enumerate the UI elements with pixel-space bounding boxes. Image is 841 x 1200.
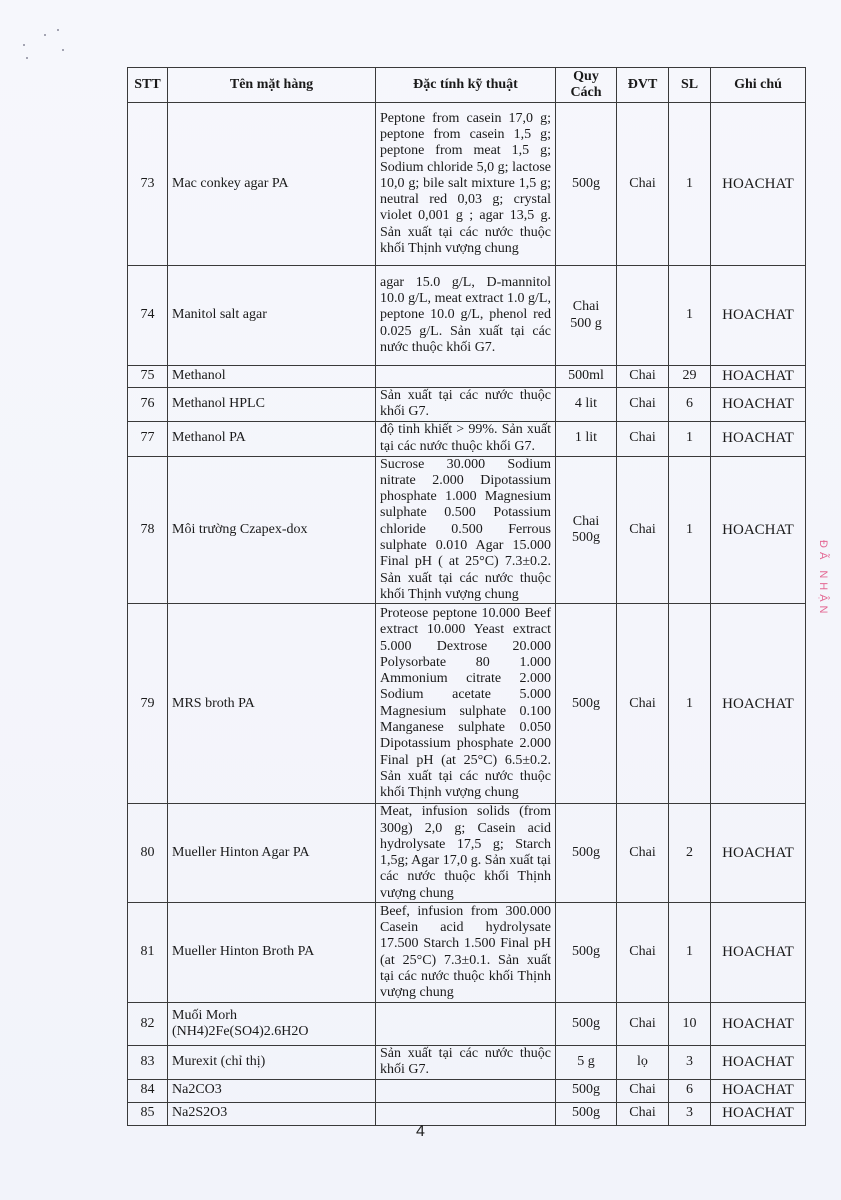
cell-stt: 79: [128, 604, 168, 804]
cell-note: HOACHAT: [711, 1046, 806, 1080]
cell-note: HOACHAT: [711, 366, 806, 388]
cell-unit: Chai: [617, 1003, 669, 1046]
cell-unit: Chai: [617, 804, 669, 903]
cell-qty: 29: [669, 366, 711, 388]
cell-name: Na2CO3: [168, 1079, 376, 1102]
table-row: [128, 266, 806, 366]
stamp-fragment: [814, 478, 832, 560]
cell-stt: 78: [128, 456, 168, 604]
stamp-fragment-text: [812, 540, 834, 558]
cell-unit: lọ: [617, 1046, 669, 1080]
cell-unit: [617, 266, 669, 366]
cell-packing: 500g: [556, 903, 617, 1003]
cell-name: [168, 1003, 376, 1046]
cell-spec: [376, 1079, 556, 1102]
cell-stt: 80: [128, 804, 168, 903]
items-table: [127, 67, 806, 1126]
cell-stt: 85: [128, 1102, 168, 1125]
header-stt: STT: [128, 68, 168, 103]
cell-qty: 3: [669, 1102, 711, 1125]
cell-stt: 83: [128, 1046, 168, 1080]
cell-qty: 6: [669, 1079, 711, 1102]
header-name: Tên mặt hàng: [168, 68, 376, 103]
cell-unit: Chai: [617, 1079, 669, 1102]
cell-qty: 2: [669, 804, 711, 903]
table-row: [128, 388, 806, 422]
cell-qty: 10: [669, 1003, 711, 1046]
cell-packing: 500g: [556, 604, 617, 804]
cell-name: Manitol salt agar: [168, 266, 376, 366]
cell-unit: Chai: [617, 388, 669, 422]
header-packing: Quy Cách: [556, 68, 617, 103]
header-note: Ghi chú: [711, 68, 806, 103]
cell-note: HOACHAT: [711, 804, 806, 903]
cell-packing: 500g: [556, 1079, 617, 1102]
table-header-row: [128, 68, 806, 103]
table-row: [128, 1102, 806, 1125]
cell-name: Mueller Hinton Agar PA: [168, 804, 376, 903]
cell-name: Methanol: [168, 366, 376, 388]
cell-spec: [376, 1003, 556, 1046]
cell-spec: Meat, infusion solids (from 300g) 2,0 g; Casein acid hydrolysate 17,5 g; Starch 1,5g; Agar 17,0 g. Sản xuất tại các nước thuộc khối Thịnh vượng chung: [376, 804, 556, 903]
cell-note: HOACHAT: [711, 388, 806, 422]
header-unit: ĐVT: [617, 68, 669, 103]
cell-name: Môi trường Czapex-dox: [168, 456, 376, 604]
cell-stt: 84: [128, 1079, 168, 1102]
cell-stt: 75: [128, 366, 168, 388]
page-number: 4: [416, 1123, 425, 1140]
cell-note: HOACHAT: [711, 456, 806, 604]
cell-note: HOACHAT: [711, 604, 806, 804]
cell-stt: 74: [128, 266, 168, 366]
cell-packing: 4 lit: [556, 388, 617, 422]
cell-packing: 1 lit: [556, 421, 617, 456]
cell-spec: Sản xuất tại các nước thuộc khối G7.: [376, 388, 556, 422]
cell-name: Na2S2O3: [168, 1102, 376, 1125]
cell-packing: 500g: [556, 1003, 617, 1046]
cell-spec: Sucrose 30.000 Sodium nitrate 2.000 Dipotassium phosphate 1.000 Magnesium sulphate 0.500 Potassium chloride 0.500 Ferrous sulphate 0.010 Agar 15.000 Final pH ( at 25°C) 7.3±0.2. Sản xuất tại các nước thuộc khối Thịnh vượng chung: [376, 456, 556, 604]
cell-stt: 77: [128, 421, 168, 456]
cell-name: Mac conkey agar PA: [168, 103, 376, 266]
cell-spec: Proteose peptone 10.000 Beef extract 10.000 Yeast extract 5.000 Dextrose 20.000 Polysorbate 80 1.000 Ammonium citrate 2.000 Sodium acetate 5.000 Magnesium sulphate 0.100 Manganese sulphate 0.050 Dipotassium phosphate 2.000 Final pH (at 25°C) 6.5±0.2. Sản xuất tại các nước thuộc khối Thịnh vượng chung: [376, 604, 556, 804]
table-row: [128, 604, 806, 804]
cell-note: HOACHAT: [711, 266, 806, 366]
cell-note: HOACHAT: [711, 1079, 806, 1102]
cell-note: HOACHAT: [711, 903, 806, 1003]
cell-name: Methanol PA: [168, 421, 376, 456]
cell-unit: Chai: [617, 421, 669, 456]
cell-qty: 1: [669, 604, 711, 804]
cell-stt: 73: [128, 103, 168, 266]
table-row: [128, 421, 806, 456]
cell-qty: 1: [669, 903, 711, 1003]
cell-stt: 76: [128, 388, 168, 422]
table-row: [128, 1046, 806, 1080]
table-row: [128, 103, 806, 266]
cell-qty: 3: [669, 1046, 711, 1080]
cell-name: Mueller Hinton Broth PA: [168, 903, 376, 1003]
cell-qty: 1: [669, 103, 711, 266]
cell-packing: 500g: [556, 103, 617, 266]
cell-qty: 1: [669, 456, 711, 604]
cell-spec: [376, 366, 556, 388]
cell-qty: 6: [669, 388, 711, 422]
cell-packing: 500g: [556, 804, 617, 903]
table-row: [128, 456, 806, 604]
cell-packing: 5 g: [556, 1046, 617, 1080]
cell-unit: Chai: [617, 103, 669, 266]
cell-qty: 1: [669, 266, 711, 366]
cell-packing: 500ml: [556, 366, 617, 388]
packing-text: Chai 500 g: [570, 299, 602, 331]
header-qty: SL: [669, 68, 711, 103]
cell-unit: Chai: [617, 366, 669, 388]
table-row: [128, 1079, 806, 1102]
cell-unit: Chai: [617, 903, 669, 1003]
cell-packing: 500g: [556, 1102, 617, 1125]
table-row: [128, 1003, 806, 1046]
cell-packing: [556, 456, 617, 604]
cell-name: Methanol HPLC: [168, 388, 376, 422]
cell-spec: [376, 1102, 556, 1125]
cell-spec: Beef, infusion from 300.000 Casein acid hydrolysate 17.500 Starch 1.500 Final pH (at 25°C) 7.3±0.1. Sản xuất tại các nước thuộc khối Thịnh vượng chung: [376, 903, 556, 1003]
cell-packing: [556, 266, 617, 366]
cell-spec: Sản xuất tại các nước thuộc khối G7.: [376, 1046, 556, 1080]
table-row: [128, 903, 806, 1003]
cell-qty: 1: [669, 421, 711, 456]
cell-stt: 82: [128, 1003, 168, 1046]
cell-note: HOACHAT: [711, 421, 806, 456]
header-spec: Đặc tính kỹ thuật: [376, 68, 556, 103]
cell-note: HOACHAT: [711, 1003, 806, 1046]
table-row: [128, 366, 806, 388]
cell-note: HOACHAT: [711, 103, 806, 266]
cell-unit: Chai: [617, 1102, 669, 1125]
packing-text: Chai 500g: [572, 513, 600, 545]
cell-name: MRS broth PA: [168, 604, 376, 804]
name-text: Muối Morh (NH4)2Fe(SO4)2.6H2O: [172, 1007, 309, 1040]
cell-note: HOACHAT: [711, 1102, 806, 1125]
cell-spec: agar 15.0 g/L, D-mannitol 10.0 g/L, meat extract 1.0 g/L, peptone 10.0 g/L, phenol red 0.025 g/L. Sản xuất tại các nước thuộc khối G7.: [376, 266, 556, 366]
cell-unit: Chai: [617, 604, 669, 804]
cell-unit: Chai: [617, 456, 669, 604]
cell-spec: độ tinh khiết > 99%. Sản xuất tại các nước thuộc khối G7.: [376, 421, 556, 456]
table-row: [128, 804, 806, 903]
cell-spec: Peptone from casein 17,0 g; peptone from casein 1,5 g; peptone from meat 1,5 g; Sodium chloride 5,0 g; lactose 10,0 g; bile salt mixture 1,5 g; neutral red 0,03 g; crystal violet 0,001 g ; agar 13,5 g. Sản xuất tại các nước thuộc khối Thịnh vượng chung: [376, 103, 556, 266]
cell-name: Murexit (chỉ thị): [168, 1046, 376, 1080]
cell-stt: 81: [128, 903, 168, 1003]
